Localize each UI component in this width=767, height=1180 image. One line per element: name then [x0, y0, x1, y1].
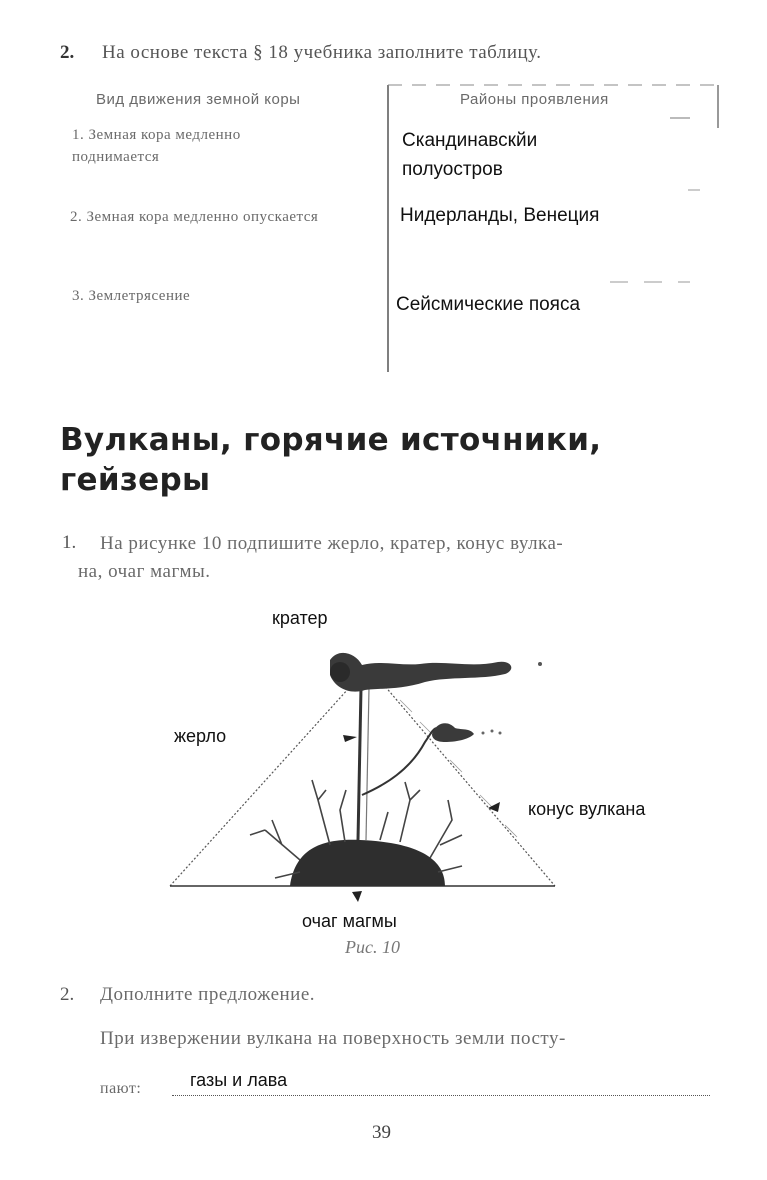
- figure-caption: Рис. 10: [345, 937, 400, 957]
- section-title-line: гейзеры: [60, 462, 211, 498]
- task-text: На основе текста § 18 учебника заполните таблицу.: [102, 42, 542, 63]
- sentence-text: При извержении вулкана на поверхность земли посту-: [100, 1028, 566, 1049]
- sentence-text: пают:: [100, 1080, 142, 1097]
- label-magma-chamber: очаг магмы: [302, 911, 397, 931]
- table-row-answer: Нидерланды, Венеция: [400, 205, 600, 226]
- task-number: 1.: [62, 532, 77, 553]
- table-row-type: 2. Земная кора медленно опускается: [70, 209, 319, 225]
- answer-text: газы и лава: [190, 1070, 288, 1090]
- answer-line: [172, 1095, 710, 1096]
- task-text: Дополните предложение.: [100, 984, 316, 1005]
- table-header-regions: Районы проявления: [460, 91, 609, 108]
- section-title-line: Вулканы, горячие источники,: [60, 422, 602, 458]
- task-number: 2.: [60, 42, 75, 63]
- task-number: 2.: [60, 984, 75, 1005]
- label-cone: конус вулкана: [528, 799, 646, 819]
- task-text-line: на, очаг магмы.: [78, 561, 211, 582]
- task-text-line: На рисунке 10 подпишите жерло, кратер, конус вулка-: [100, 533, 564, 554]
- table-row-type: 1. Земная кора медленно поднимается: [72, 127, 241, 165]
- table-header-type: Вид движения земной коры: [96, 91, 301, 108]
- page-number: 39: [372, 1122, 391, 1143]
- label-crater: кратер: [272, 608, 328, 628]
- table-row-type: 3. Землетрясение: [72, 288, 191, 304]
- label-vent: жерло: [174, 726, 227, 746]
- table-row-answer: Сейсмические пояса: [396, 294, 581, 315]
- table-row-answer: Скандинавскйи полуостров: [402, 130, 538, 180]
